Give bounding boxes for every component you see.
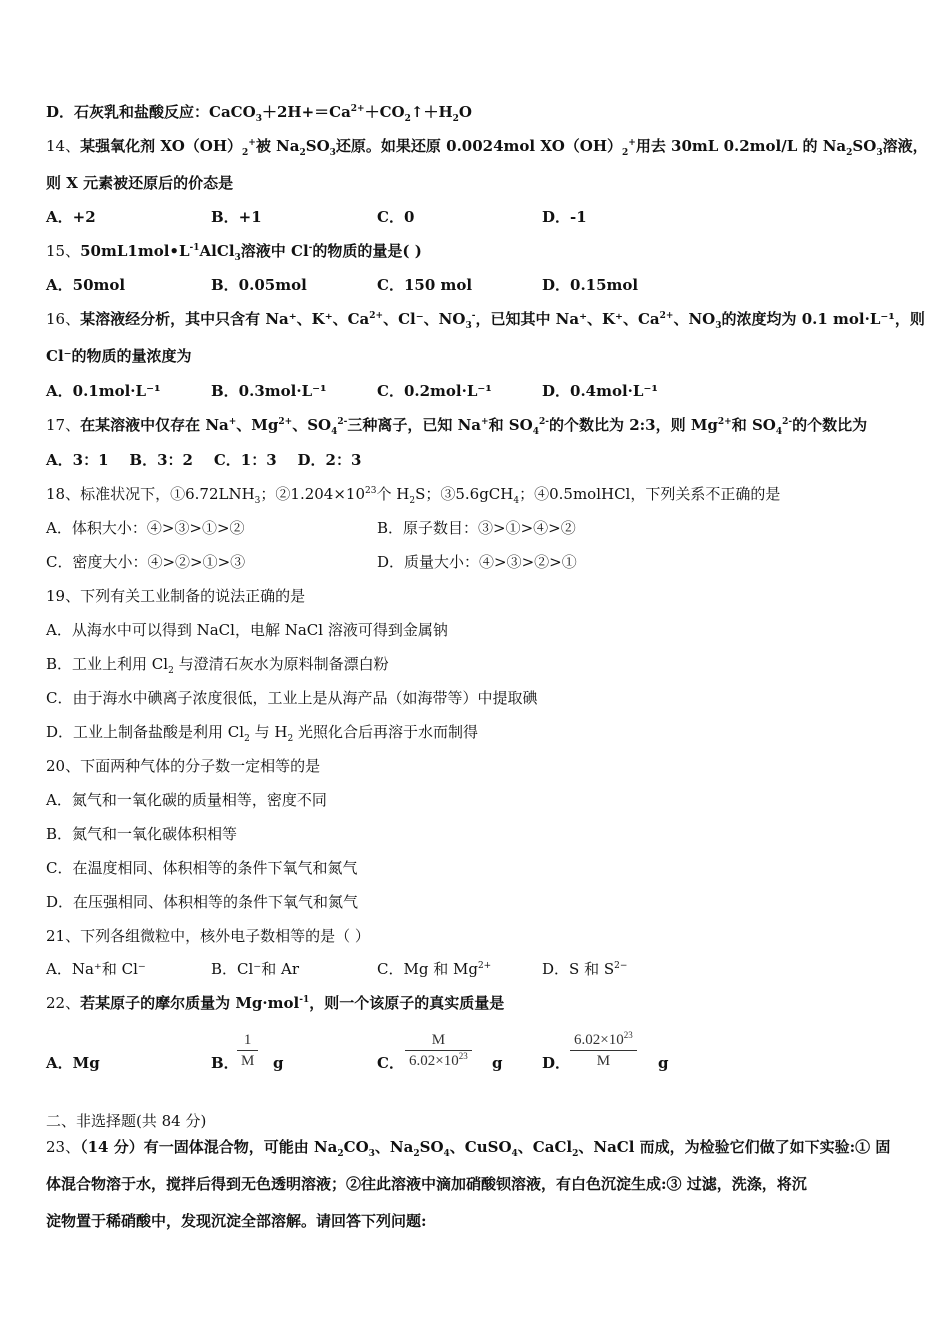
q21-option-a[interactable]: A．Na⁺和 Cl⁻ xyxy=(46,960,146,978)
q23-stem-line2: 体混合物溶于水，搅拌后得到无色透明溶液；②往此溶液中滴加硝酸钡溶液，有白色沉淀生成:③ 过滤，洗涤，将沉 xyxy=(46,1175,807,1193)
q22-fraction-c: $\frac{M}{6.02\times 10^{23}}$ xyxy=(405,1030,472,1071)
q22-fraction-b: $\frac{1}{M}$ xyxy=(237,1030,258,1071)
q21-option-d[interactable]: D．S 和 $S^{2-}$ xyxy=(542,960,628,978)
q15-option-d[interactable]: D．0.15mol xyxy=(542,276,639,294)
q19-option-b[interactable]: B．工业上利用 $Cl_2$ 与澄清石灰水为原料制备漂白粉 xyxy=(46,655,389,676)
q22-option-a[interactable]: A．Mg xyxy=(46,1054,100,1072)
q15-stem: 15、$50mL1mol•L^{-1}AlCl_3$溶液中 Cl-的物质的量是( ) xyxy=(46,242,422,263)
q19-option-d[interactable]: D．工业上制备盐酸是利用 $Cl_2$ 与 $H_2$ 光照化合后再溶于水而制得 xyxy=(46,723,478,744)
q14-option-c[interactable]: C．0 xyxy=(377,208,415,226)
q17-options[interactable]: A．3：1 B．3：2 C．1：3 D．2：3 xyxy=(46,451,362,469)
q19-option-c[interactable]: C．由于海水中碘离子浓度很低，工业上是从海产品（如海带等）中提取碘 xyxy=(46,689,538,707)
section-heading: 二、非选择题(共 84 分) xyxy=(46,1112,207,1130)
q15-option-a[interactable]: A．50mol xyxy=(46,276,126,294)
q22-stem: 22、若某原子的摩尔质量为 Mg·mol$^{-1}$，则一个该原子的真实质量是 xyxy=(46,994,505,1012)
q18-option-d[interactable]: D．质量大小：④>③>②>① xyxy=(377,553,577,571)
q21-option-c[interactable]: C．Mg 和 $Mg^{2+}$ xyxy=(377,960,492,978)
q16-option-c[interactable]: C．0.2mol·L⁻¹ xyxy=(377,382,492,400)
q23-stem: 23、（14 分）有一固体混合物，可能由 $Na_2CO_3$、$Na_2SO_4$、CuSO$_4$、CaCl$_2$、NaCl 而成，为检验它们做了如下实验:① 固 xyxy=(46,1138,891,1159)
q15-option-c[interactable]: C．150 mol xyxy=(377,276,473,294)
q21-option-b[interactable]: B．Cl⁻和 Ar xyxy=(211,960,299,978)
q22-unit-b: g xyxy=(273,1054,284,1072)
q15-option-b[interactable]: B．0.05mol xyxy=(211,276,307,294)
q14-option-b[interactable]: B．+1 xyxy=(211,208,262,226)
q20-option-b[interactable]: B．氮气和一氧化碳体积相等 xyxy=(46,825,238,843)
q16-option-a[interactable]: A．0.1mol·L⁻¹ xyxy=(46,382,161,400)
q20-option-d[interactable]: D．在压强相同、体积相等的条件下氧气和氮气 xyxy=(46,893,359,911)
q16-option-d[interactable]: D．0.4mol·L⁻¹ xyxy=(542,382,658,400)
q22-option-d[interactable]: D． xyxy=(542,1054,571,1072)
q19-option-a[interactable]: A．从海水中可以得到 NaCl，电解 NaCl 溶液可得到金属钠 xyxy=(46,621,448,639)
q14-option-a[interactable]: A．+2 xyxy=(46,208,96,226)
q20-option-a[interactable]: A．氮气和一氧化碳的质量相等，密度不同 xyxy=(46,791,327,809)
q14-option-d[interactable]: D．-1 xyxy=(542,208,587,226)
q18-option-a[interactable]: A．体积大小：④>③>①>② xyxy=(46,519,245,537)
q14-stem-line2: 则 X 元素被还原后的价态是 xyxy=(46,174,234,192)
q17-stem: 17、在某溶液中仅存在 Na+、$Mg^{2+}$、$SO_4^{2-}$三种离子，已知 Na+和 $SO_4^{2-}$的个数比为 2:3，则 $Mg^{2+}$和 $SO_4^{2-}$的个数比为 xyxy=(46,416,868,437)
q16-option-b[interactable]: B．0.3mol·L⁻¹ xyxy=(211,382,327,400)
q23-stem-line3: 淀物置于稀硝酸中，发现沉淀全部溶解。请回答下列问题: xyxy=(46,1212,427,1230)
q19-stem: 19、下列有关工业制备的说法正确的是 xyxy=(46,587,306,605)
q22-option-c[interactable]: C． xyxy=(377,1054,404,1072)
q22-unit-c: g xyxy=(492,1054,503,1072)
q18-option-b[interactable]: B．原子数目：③>①>④>② xyxy=(377,519,576,537)
q20-option-c[interactable]: C．在温度相同、体积相等的条件下氧气和氮气 xyxy=(46,859,358,877)
q22-option-b[interactable]: B． xyxy=(211,1054,239,1072)
q18-stem: 18、标准状况下，$①6.72LNH_3$；$②1.204\times 10^{23}$个 $H_2S$；③5.6gCH$_4$；④0.5molHCl，下列关系不正确的是 xyxy=(46,485,781,506)
q18-option-c[interactable]: C．密度大小：④>②>①>③ xyxy=(46,553,246,571)
q20-stem: 20、下面两种气体的分子数一定相等的是 xyxy=(46,757,321,775)
q21-stem: 21、下列各组微粒中，核外电子数相等的是（ ） xyxy=(46,927,370,945)
q22-unit-d: g xyxy=(658,1054,669,1072)
q16-stem-line2: Cl⁻的物质的量浓度为 xyxy=(46,347,192,365)
q14-stem: 14、某强氧化剂 $XO(OH)_2^+$被 $Na_2SO_3$还原。如果还原 0.0024mol $XO(OH)_2^+$用去 30mL 0.2mol/L 的 $Na_2SO_3$溶液， xyxy=(46,137,928,158)
q22-fraction-d: $\frac{6.02\times 10^{23}}{M}$ xyxy=(570,1030,637,1071)
q13-option-d: D．石灰乳和盐酸反应：$CaCO_3+2H+=Ca^{2+}+CO_2↑+H_2O$ xyxy=(46,103,472,124)
q16-stem: 16、某溶液经分析，其中只含有 Na⁺、K⁺、$Ca^{2+}$、Cl⁻、$NO_3^-$，已知其中 Na⁺、K⁺、$Ca^{2+}$、$NO_3$的浓度均为 0.1 mol·L⁻¹，则 xyxy=(46,310,925,331)
